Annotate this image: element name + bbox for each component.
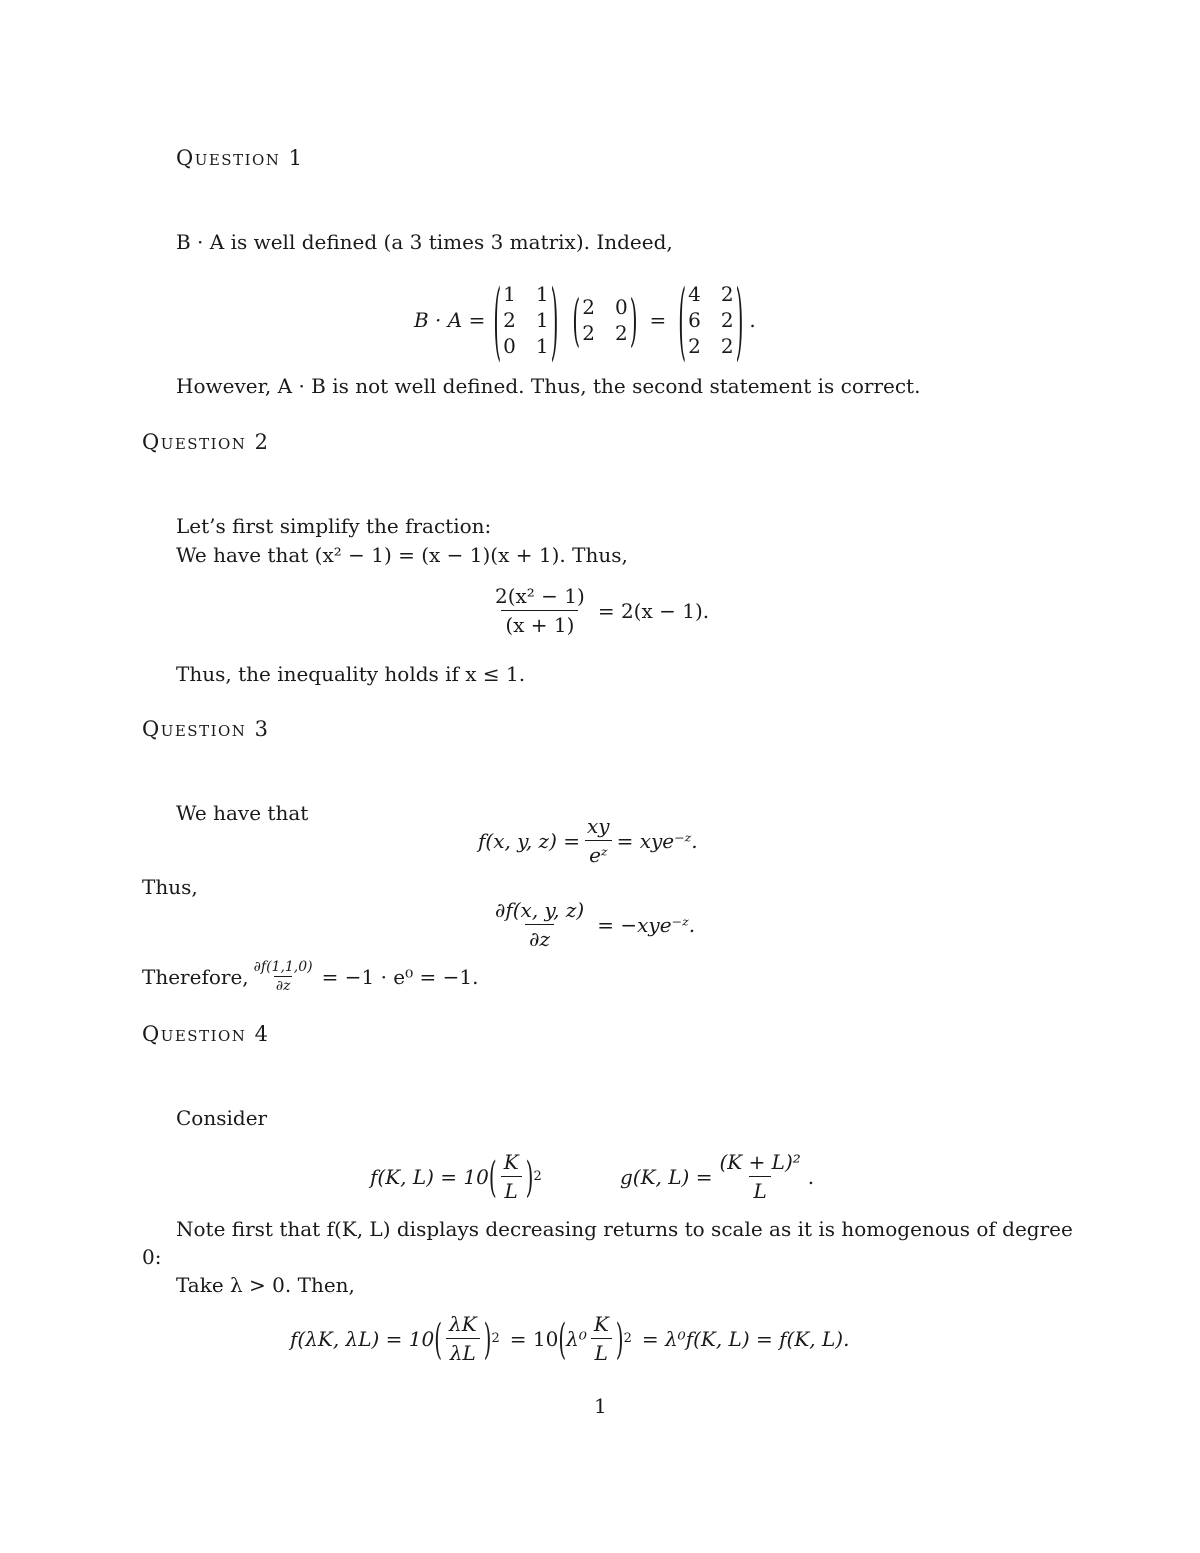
- q3-d-rhs: = −xye⁻ᶻ.: [597, 912, 696, 937]
- matrix-b-cell: 0: [503, 334, 516, 358]
- q4-h-fraction1: [445, 1314, 481, 1363]
- q4-h-fraction2: [590, 1314, 613, 1363]
- q1-conclusion: However, A · B is not well defined. Thus, the second statement is correct.: [176, 374, 921, 398]
- matrix-b-cell: 1: [503, 282, 516, 306]
- q3-f-rhs: = xye⁻ᶻ.: [616, 828, 698, 853]
- matrix-ba-cell: 6: [688, 308, 701, 332]
- q3-t-rhs: = −1 · e⁰ = −1.: [321, 964, 479, 989]
- matrix-a: ( 2 0 2 2 ): [572, 286, 638, 354]
- q3-thus: Thus,: [142, 875, 198, 899]
- q4-note-line2: 0:: [142, 1245, 162, 1269]
- q3-d-num: ∂f(x, y, z): [495, 898, 585, 922]
- q4-h-den2: L: [591, 1338, 612, 1363]
- q4-consider: Consider: [176, 1106, 268, 1130]
- q4-h-num1: λK: [449, 1312, 477, 1336]
- q1-heading: Question 1: [176, 146, 304, 170]
- matrix-ba: ( 4 2 6 2 2 2 ): [678, 269, 744, 371]
- q3-d-den: ∂z: [525, 924, 554, 949]
- q3-f-lhs: f(x, y, z) =: [478, 828, 581, 853]
- q3-f-fraction: [583, 816, 614, 865]
- q4-g-definition: [620, 1152, 814, 1201]
- q2-conclusion: Thus, the inequality holds if x ≤ 1.: [176, 662, 526, 686]
- matrix-b-cell: 1: [535, 282, 549, 306]
- matrix-ba-cell: 2: [720, 334, 734, 358]
- q4-h-num2: K: [593, 1312, 609, 1336]
- matrix-a-cell: 2: [582, 321, 595, 345]
- q4-f-definition: f(K, L) = 10 ( $\frac{K}{L}$ ) 2: [370, 1150, 542, 1203]
- q2-fraction-equation: [488, 586, 709, 635]
- q2-line2: We have that (x² − 1) = (x − 1)(x + 1). Thus,: [176, 543, 628, 567]
- q4-f-def-num: K: [503, 1150, 519, 1174]
- matrix-b: ( 1 1 2 1 0 1 ): [493, 269, 559, 371]
- matrix-ba-cell: 4: [688, 282, 701, 306]
- q3-derivative-fraction: [491, 900, 588, 949]
- q3-therefore-line: [142, 960, 478, 993]
- q3-f-num: xy: [587, 814, 610, 838]
- matrix-a-cell: 0: [614, 295, 628, 319]
- q4-h-rhs: = λ⁰f(K, L) = f(K, L).: [641, 1326, 850, 1351]
- q4-g-def-lhs: g(K, L) =: [620, 1164, 713, 1189]
- q4-heading: Question 4: [142, 1022, 270, 1046]
- q2-frac-den: (x + 1): [501, 610, 578, 635]
- q4-h-lhs: f(λK, λL) = 10: [290, 1326, 435, 1351]
- q3-t-num: ∂f(1,1,0): [253, 959, 313, 975]
- q4-h-den1: λL: [446, 1338, 480, 1363]
- matrix-b-cell: 2: [503, 308, 516, 332]
- q4-g-def-fraction: [715, 1152, 804, 1201]
- q1-eq-sign: =: [649, 308, 667, 332]
- q3-therefore: Therefore,: [142, 964, 249, 989]
- q3-f-equation: [478, 816, 698, 865]
- q1-lhs: B · A =: [414, 308, 486, 332]
- q4-g-def-num: (K + L)²: [719, 1150, 801, 1174]
- q2-frac-num: 2(x² − 1): [495, 584, 585, 608]
- q3-t-fraction: [252, 960, 315, 993]
- q4-f-def-den: L: [501, 1176, 522, 1201]
- q2-fraction: [491, 586, 589, 635]
- q4-homogeneity-equation: f(λK, λL) = 10 ( $\frac{\lambda K}{\lambda L}$ ) 2 = 10 ( λ⁰ $\frac{K}{L}$ ) 2 = λ⁰f(K, L) = f(K, L).: [290, 1312, 850, 1365]
- page-number: 1: [594, 1394, 607, 1418]
- q1-matrix-equation: [414, 269, 756, 371]
- q3-t-den: ∂z: [275, 978, 291, 994]
- matrix-b-cell: 1: [535, 334, 549, 358]
- q1-period: .: [749, 308, 756, 332]
- q3-line1: We have that: [176, 801, 309, 825]
- q3-derivative-equation: [488, 900, 695, 949]
- q4-take: Take λ > 0. Then,: [176, 1273, 355, 1297]
- q4-g-def-den: L: [749, 1176, 770, 1201]
- matrix-ba-cell: 2: [688, 334, 701, 358]
- q4-h-lam: λ⁰: [566, 1326, 587, 1351]
- q2-line1: Let’s first simplify the fraction:: [176, 514, 492, 538]
- q3-f-den: eᶻ: [585, 840, 611, 865]
- q4-g-def-end: .: [807, 1164, 815, 1189]
- q3-heading: Question 3: [142, 717, 270, 741]
- q1-intro: B · A is well defined (a 3 times 3 matrix). Indeed,: [176, 230, 673, 254]
- q2-frac-rhs: = 2(x − 1).: [597, 598, 710, 623]
- matrix-ba-cell: 2: [720, 308, 734, 332]
- matrix-a-cell: 2: [614, 321, 628, 345]
- matrix-a-cell: 2: [582, 295, 595, 319]
- q4-f-def-fraction: [500, 1152, 523, 1201]
- q4-note-line1: Note first that f(K, L) displays decreasing returns to scale as it is homogenous of degree: [176, 1217, 1073, 1241]
- matrix-ba-cell: 2: [720, 282, 734, 306]
- q4-f-def-lhs: f(K, L) = 10: [370, 1164, 489, 1189]
- q2-heading: Question 2: [142, 430, 270, 454]
- q4-h-mid: = 10: [509, 1326, 559, 1351]
- matrix-b-cell: 1: [535, 308, 549, 332]
